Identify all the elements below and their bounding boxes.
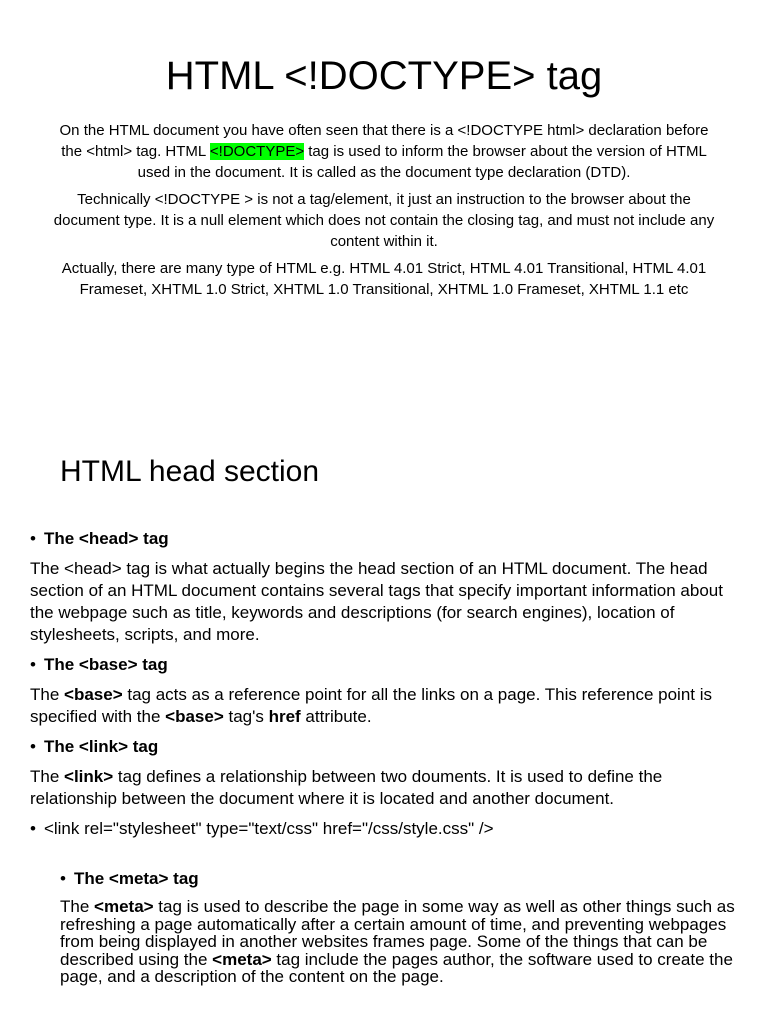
section-heading: HTML head section [60, 455, 320, 488]
text-segment: tag acts as a reference point for all the links on a page. This reference point is specified with the [30, 685, 712, 726]
slide-doctype [0, 0, 768, 390]
text-segment: tag is used to inform the browser about the version of HTML used in the document. It is called as the document type declaration (DTD). [137, 143, 707, 181]
bullet-dot: • [30, 655, 36, 674]
text-segment: On the HTML document you have often seen that there is a <!DOCTYPE html> declaration before the <html> tag. HTML [59, 122, 709, 160]
doctype-paragraph-1 [52, 120, 716, 183]
head-section-body [30, 528, 742, 994]
bold-segment: <meta> [212, 949, 272, 969]
bullet-base-tag [30, 654, 742, 676]
meta-tag-block [60, 868, 742, 986]
bullet-link-tag [30, 736, 742, 758]
bold-segment: <meta> [94, 897, 154, 916]
bold-segment: <base> [64, 685, 123, 704]
bullet-label: The <head> tag [43, 529, 169, 548]
head-tag-description: The <head> tag is what actually begins the head section of an HTML document. The head section of an HTML document contains several tags that specify important information about the webpage such as title, keywords and descriptions (for search engines), location of stylesheets, scripts, and more. [30, 559, 723, 644]
text-segment: The [30, 767, 65, 786]
bullet-head-tag [30, 528, 742, 550]
slide-head-section [0, 430, 768, 1024]
bullet-dot: • [30, 819, 36, 838]
bullet-dot: • [30, 737, 36, 756]
text-segment: The [60, 897, 95, 916]
bullet-meta-tag [60, 868, 742, 890]
slide-title: HTML <!DOCTYPE> tag [165, 54, 603, 98]
bold-segment: href [268, 707, 301, 726]
bold-segment: <base> [165, 707, 224, 726]
bullet-link-example [30, 818, 742, 840]
bullet-label: The <base> tag [43, 655, 168, 674]
text-segment: tag defines a relationship between two douments. It is used to define the relationship between the document where it is located and another document. [30, 767, 663, 808]
bullet-label: The <link> tag [43, 737, 159, 756]
doctype-paragraph-2: Technically <!DOCTYPE > is not a tag/element, it just an instruction to the browser about the document type. It is a null element which does not contain the closing tag, and must not include any content within it. [53, 191, 715, 250]
text-segment: The [30, 685, 65, 704]
doctype-paragraph-3: Actually, there are many type of HTML e.g. HTML 4.01 Strict, HTML 4.01 Transitional, HTML 4.01 Frameset, XHTML 1.0 Strict, XHTML 1.0 Transitional, XHTML 1.0 Frameset, XHTML 1.1 etc [61, 260, 707, 298]
base-tag-description [30, 684, 742, 728]
bullet-dot: • [60, 869, 66, 888]
link-tag-description [30, 766, 742, 810]
bullet-label: The <meta> tag [73, 869, 199, 888]
text-segment: attribute. [300, 707, 372, 726]
text-segment: tag is used to describe the page in some way as well as other things such as refreshing a page automatically after a certain amount of time, and preventing webpages from being displayed in another websites frames page. Some of the things that can be described using the [60, 897, 735, 969]
link-example-code: <link rel="stylesheet" type="text/css" href="/css/style.css" /> [43, 819, 494, 838]
meta-tag-description [60, 898, 742, 986]
bullet-dot: • [30, 529, 36, 548]
text-segment: tag's [223, 707, 269, 726]
text-segment: tag include the pages author, the software used to create the page, and a description of the content on the page. [60, 949, 733, 986]
doctype-body [52, 120, 716, 306]
bold-segment: <link> [64, 767, 114, 786]
highlighted-doctype: <!DOCTYPE> [209, 143, 305, 160]
